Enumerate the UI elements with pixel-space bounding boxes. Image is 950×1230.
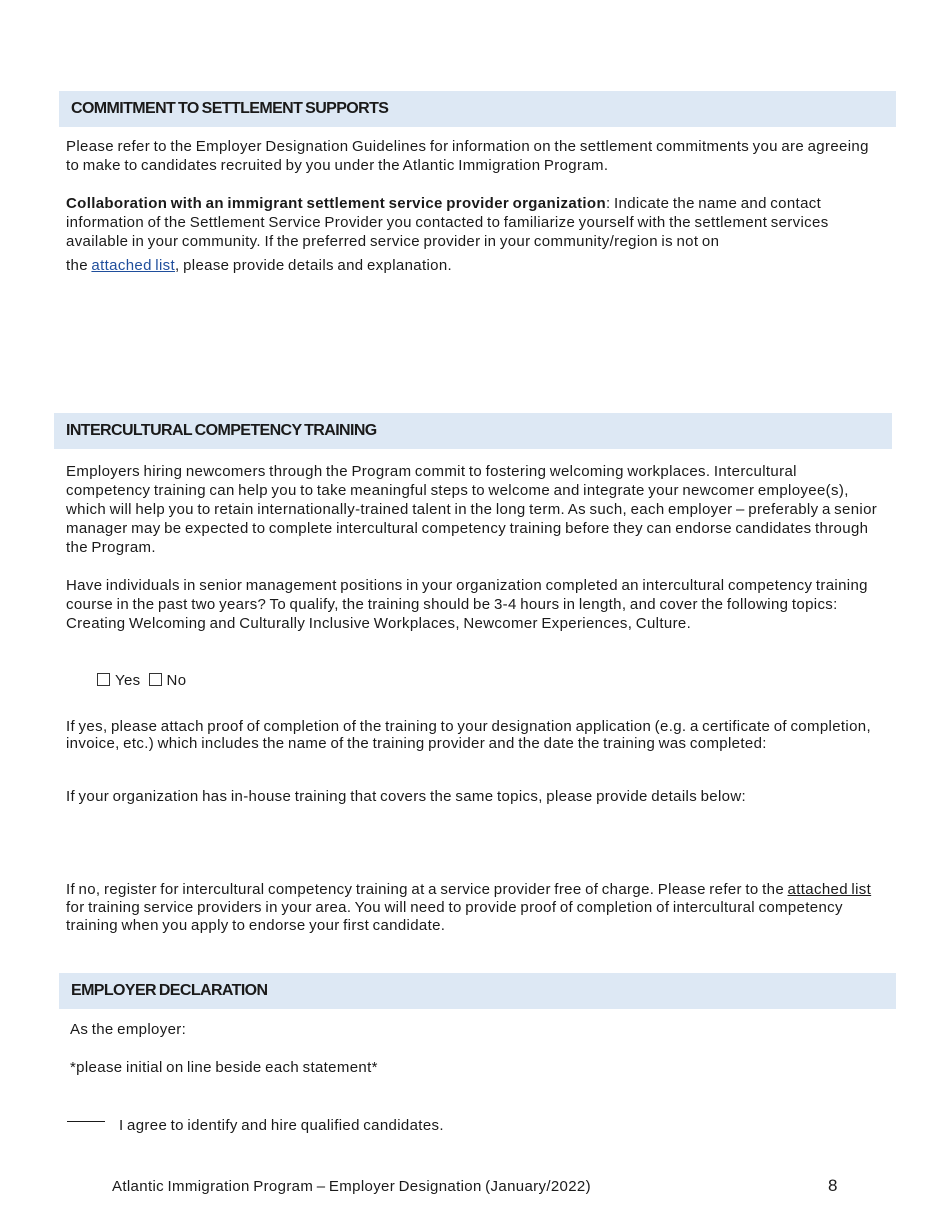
page-number: 8 xyxy=(828,1176,838,1195)
yes-no-options xyxy=(97,672,186,689)
training-section-heading xyxy=(54,413,892,449)
training-intro: Employers hiring newcomers through the Program commit to fostering welcoming workplaces. Intercultural competency training can help you to take meaningful steps to welcome and integrate your newcomer employee(s), which will help you to retain internationally-trained talent in the long term. As such, each employer – preferably a senior manager may be expected to complete intercultural competency training before they can endorse candidates through the Program. xyxy=(66,463,878,556)
in-house-paragraph: If your organization has in-house training that covers the same topics, please provide details below: xyxy=(66,788,747,805)
yes-label: Yes xyxy=(115,672,141,689)
as-employer-text: As the employer: xyxy=(70,1021,187,1038)
training-question: Have individuals in senior management positions in your organization completed an intercultural competency training course in the past two years? To qualify, the training should be 3-4 hours in length, and cover the following topics: Creating Welcoming and Culturally Inclusive Workplaces, Newcomer Experiences, Culture. xyxy=(66,577,868,632)
settlement-heading-text: COMMITMENT TO SETTLEMENT SUPPORTS xyxy=(71,100,389,117)
training-heading-text: INTERCULTURAL COMPETENCY TRAINING xyxy=(66,422,377,439)
collaboration-paragraph-end xyxy=(66,256,882,275)
yes-checkbox[interactable] xyxy=(97,673,110,686)
settlement-intro: Please refer to the Employer Designation Guidelines for information on the settlement commitments you are agreeing to make to candidates recruited by you under the Atlantic Immigration Program. xyxy=(66,138,869,174)
declaration-heading-text: EMPLOYER DECLARATION xyxy=(71,982,268,999)
settlement-attached-list-link[interactable]: attached list xyxy=(91,257,176,274)
if-no-post: for training service providers in your area. You will need to provide proof of completion of intercultural competency training when you apply to endorse your first candidate. xyxy=(66,899,843,934)
declaration-section-heading xyxy=(59,973,896,1009)
no-checkbox[interactable] xyxy=(149,673,162,686)
no-label: No xyxy=(166,672,187,689)
settlement-section-heading xyxy=(59,91,896,127)
no-option[interactable] xyxy=(149,672,187,689)
if-yes-paragraph: If yes, please attach proof of completion of the training to your designation application (e.g. a certificate of completion, invoice, etc.) which includes the name of the training provider and the date the training was completed: xyxy=(66,718,872,752)
collaboration-paragraph xyxy=(66,194,882,251)
training-attached-list-link[interactable]: attached list xyxy=(787,881,872,898)
collaboration-text: : Indicate the name and contact information of the Settlement Service Provider you contacted to familiarize yourself with the settlement services available in your community. If the preferred service provider in your community/region is not on xyxy=(66,195,829,250)
initial-line-1[interactable] xyxy=(67,1121,105,1122)
initial-instruction: *please initial on line beside each statement* xyxy=(70,1059,378,1076)
collaboration-label: Collaboration with an immigrant settlement service provider organization xyxy=(66,195,606,212)
if-no-paragraph xyxy=(66,881,882,935)
collaboration-end-post: , please provide details and explanation. xyxy=(175,257,453,274)
yes-option[interactable] xyxy=(97,672,141,689)
if-no-pre: If no, register for intercultural competency training at a service provider free of charge. Please refer to the xyxy=(66,881,788,898)
collaboration-end-pre: the xyxy=(66,257,92,274)
declaration-statement-1: I agree to identify and hire qualified candidates. xyxy=(119,1117,444,1134)
footer-text: Atlantic Immigration Program – Employer Designation (January/2022) xyxy=(112,1178,591,1195)
